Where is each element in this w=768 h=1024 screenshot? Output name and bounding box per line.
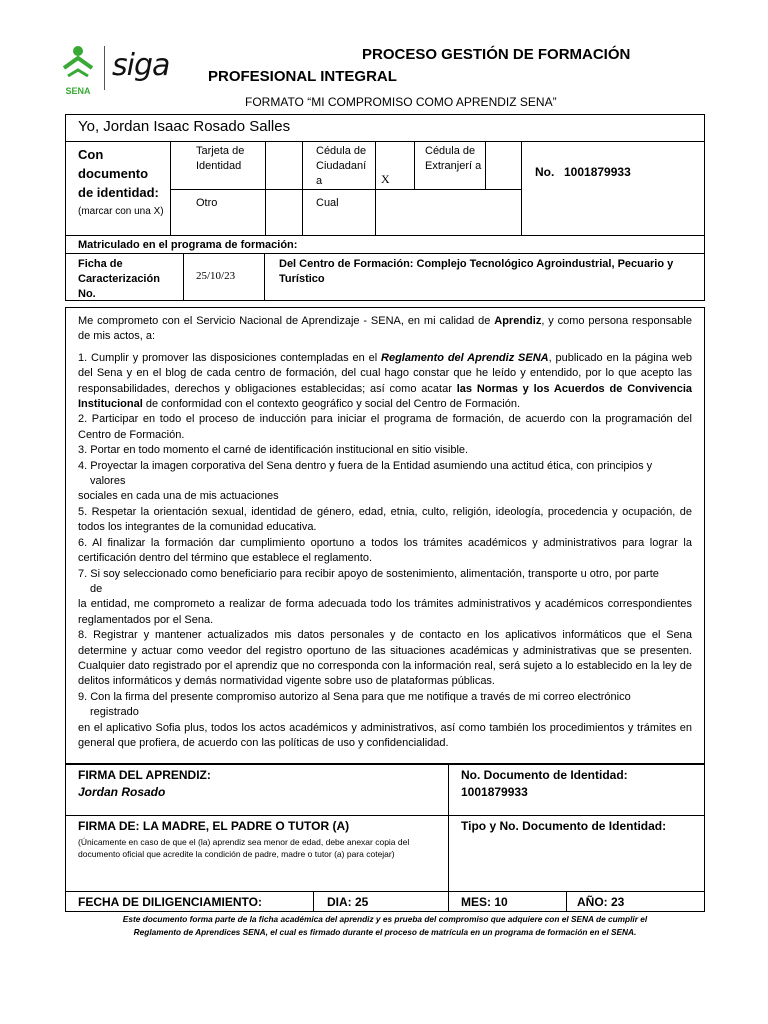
commitment-item-7a: 7. Si soy seleccionado como beneficiario para recibir apoyo de sostenimiento, alimentación, transporte u otro, por parte: [78, 567, 659, 580]
commitment-item-4b: valores: [90, 475, 126, 488]
firma-aprendiz-value: Jordan Rosado: [78, 785, 166, 799]
centro-label: Del Centro de Formación: Complejo Tecnológico Agroindustrial, Pecuario y Turístico: [279, 258, 674, 285]
doc-identidad-value: 1001879933: [461, 785, 528, 799]
commitment-item-4a: 4. Proyectar la imagen corporativa del Sena dentro y fuera de la Entidad asumiendo una actitud ética, con principios y: [78, 459, 653, 472]
firma-aprendiz-label: FIRMA DEL APRENDIZ:: [78, 768, 211, 782]
commitment-item-8: 8. Registrar y mantener actualizados mis datos personales y de contacto en los aplicativos informáticos que el Sena determine y actuar como veedor del registro oportuno de las situaciones académicas y administrativas que se presenten. Cualquier dato registrado por el aprendiz que no corresponda con la información real, será sujeto a lo establecido en la ley de delitos informáticos y demás normatividad vigente sobre uso de plataformas públicas.: [78, 629, 692, 688]
logo-separator: [104, 46, 105, 90]
fecha-label: FECHA DE DILIGENCIAMIENTO:: [78, 895, 263, 909]
otro-label: Otro: [196, 197, 218, 209]
document-title-line1: PROCESO GESTIÓN DE FORMACIÓN: [362, 46, 631, 63]
commitment-item-9b: registrado: [90, 706, 139, 719]
commitment-item-4c: sociales en cada una de mis actuaciones: [78, 490, 279, 503]
siga-logo: siga: [112, 48, 170, 83]
tipo-doc-label: Tipo y No. Documento de Identidad:: [461, 819, 667, 833]
sena-logo-text: SENA: [65, 86, 91, 96]
cedula-ciudadania-label: Cédula de Ciudadaní a: [316, 145, 367, 187]
doc-hint: (marcar con una X): [78, 206, 164, 217]
dia-label: DIA: 25: [327, 895, 369, 909]
document-subtitle: FORMATO “MI COMPROMISO COMO APRENDIZ SENA”: [245, 95, 557, 109]
firma-tutor-label: FIRMA DE: LA MADRE, EL PADRE O TUTOR (A): [78, 819, 350, 833]
commitment-item-3: 3. Portar en todo momento el carné de identificación institucional en sitio visible.: [78, 444, 469, 457]
commitment-item-2: 2. Participar en todo el proceso de inducción para iniciar el programa de formación, de acuerdo con la programación del Centro de Formación.: [78, 413, 692, 441]
commitment-item-7c: la entidad, me comprometo a realizar de forma adecuada todo los trámites administrativos y académicos correspondientes reglamentados por el Sena.: [78, 598, 692, 626]
commitment-text: [78, 314, 692, 751]
commitment-item-5: 5. Respetar la orientación sexual, identidad de género, edad, etnia, culto, religión, ideología, procedencia y ocupación, de todos los integrantes de la comunidad educativa.: [78, 505, 692, 534]
commitment-item-7b: de: [90, 582, 103, 595]
doc-number-label: No.: [535, 165, 555, 179]
footer-line-1: Este documento forma parte de la ficha académica del aprendiz y es prueba del compromiso que adquiere con el SENA de cumplir el: [122, 914, 648, 924]
tarjeta-label: Tarjeta de Identidad: [196, 145, 245, 172]
ficha-label: Ficha de Caracterización No.: [78, 258, 160, 300]
anio-label: AÑO: 23: [577, 895, 625, 909]
cedula-ciudadania-mark: X: [381, 172, 390, 186]
matriculado-label: Matriculado en el programa de formación:: [78, 239, 298, 251]
commitment-item-1: 1. Cumplir y promover las disposiciones contempladas en el Reglamento del Aprendiz SENA, publicado en la página web del Sena y en el blog de cada centro de formación, del cual hago constar que he leído y entendido, por lo que acepto las responsabilidades, derechos y obligaciones establecidas; así como acatar las Normas y los Acuerdos de Convivencia Institucional de conformidad con el contexto geográfico y social del Centro de Formación.: [78, 351, 692, 411]
doc-label-1: Con: [78, 147, 104, 162]
commitment-intro: Me comprometo con el Servicio Nacional de Aprendizaje - SENA, en mi calidad de Aprendiz, y como persona responsable de mis actos, a:: [78, 315, 692, 343]
document-title-line2: PROFESIONAL INTEGRAL: [208, 68, 397, 85]
commitment-item-9c: en el aplicativo Sofia plus, todos los actos académicos y administrativos, así como también los procedimientos y trámites en general que profiera, de acuerdo con las políticas de uso y confidencialidad.: [78, 721, 692, 749]
sena-logo: [60, 44, 96, 88]
commitment-item-6: 6. Al finalizar la formación dar cumplimiento oportuno a todos los trámites académicos y administrativos para lograr la certificación dentro del término que establece el reglamento.: [78, 536, 692, 565]
doc-label-2: documento: [78, 166, 149, 181]
cedula-extranjeria-label: Cédula de Extranjerí a: [425, 145, 482, 172]
doc-identidad-label: No. Documento de Identidad:: [461, 768, 628, 782]
full-name-line: Yo, Jordan Isaac Rosado Salles: [78, 118, 291, 135]
doc-number-value: 1001879933: [564, 165, 631, 179]
commitment-item-9a: 9. Con la firma del presente compromiso autorizo al Sena para que me notifique a través de mi correo electrónico: [78, 690, 631, 703]
firma-tutor-note: (Únicamente en caso de que el (la) aprendiz sea menor de edad, debe anexar copia del documento oficial que acredite la condición de padre, madre o tutor (a) para cotejar): [78, 837, 410, 859]
mes-label: MES: 10: [461, 895, 508, 909]
cual-label: Cual: [316, 197, 339, 209]
ficha-value: 25/10/23: [196, 270, 236, 282]
doc-label-3: de identidad:: [78, 185, 159, 200]
footer-line-2: Reglamento de Aprendices SENA, el cual es firmado durante el proceso de matrícula en un programa de formación en el SENA.: [133, 927, 637, 937]
